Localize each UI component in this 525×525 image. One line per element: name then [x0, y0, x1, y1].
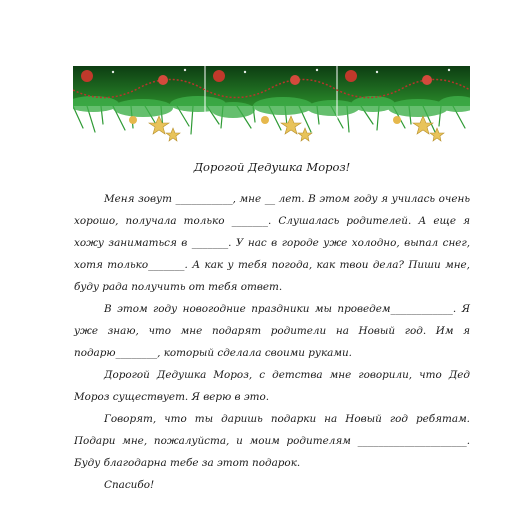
letter-paragraph-3: Дорогой Дедушка Мороз, с детства мне говорили, что Дед Мороз существует. Я верю в это.	[74, 369, 470, 403]
christmas-garland-banner	[73, 66, 470, 144]
letter-title: Дорогой Дедушка Мороз!	[193, 160, 351, 174]
letter-paragraph-2: В этом году новогодние праздники мы проведем____________. Я уже знаю, что мне подарят родители на Новый год. Им я подарю________, который сделала своими руками.	[74, 303, 470, 359]
letter-paragraph-1: Меня зовут ___________, мне __ лет. В этом году я училась очень хорошо, получала только _______. Слушалась родителей. А еще я хожу заниматься в _______. У нас в городе уже холодно, выпал снег, хотя только_______. А как у тебя погода, как твои дела? Пиши мне, буду рада получить от тебя ответ.	[74, 193, 470, 293]
christmas-garland-icon	[73, 66, 470, 144]
letter-paragraph-4: Говорят, что ты даришь подарки на Новый год ребятам. Подари мне, пожалуйста, и моим родителям _____________________. Буду благодарна тебе за этот подарок.	[74, 413, 470, 469]
letter-closing: Спасибо!	[104, 479, 155, 491]
letter-body	[74, 160, 470, 496]
